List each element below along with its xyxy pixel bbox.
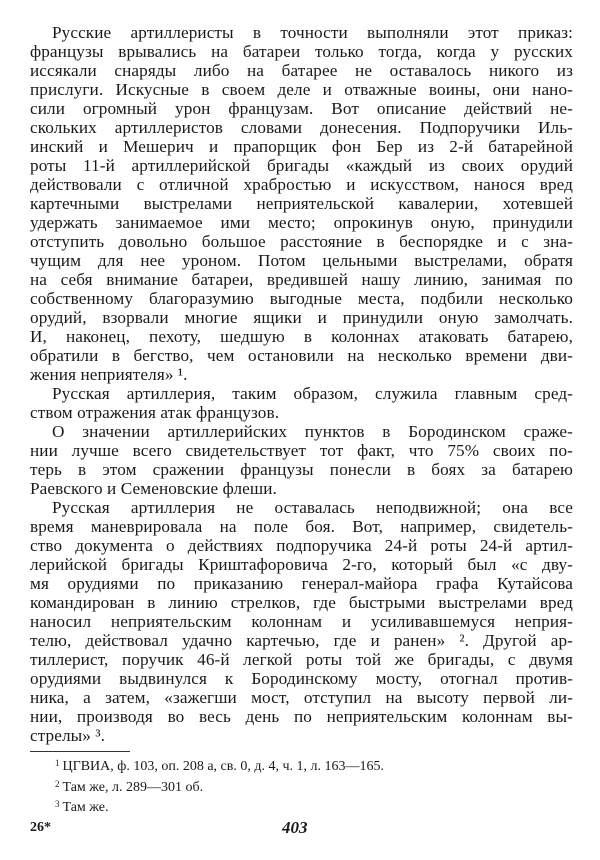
text-line: Русская артиллерия не оставалась неподвижной; она все <box>52 498 573 517</box>
text-line: орудий, взорвали многие ящики и принудили оную замолчать. <box>30 308 573 327</box>
body-text <box>30 23 573 745</box>
text-line: Раевского и Семеновские флеши. <box>30 479 277 498</box>
footnote <box>55 755 384 776</box>
paragraph <box>30 23 573 384</box>
paragraph <box>30 422 573 498</box>
text-line: телю, действовал удачно картечью, где и ранен» ². Другой ар- <box>30 631 573 650</box>
text-line: нии, производя во весь день по неприятельским колоннам вы- <box>30 707 573 726</box>
footnote-mark: 2 <box>55 778 60 789</box>
text-line: терь в этом сражении французы понесли в боях за батарею <box>30 460 573 479</box>
printer-signature-mark: 26* <box>30 820 51 835</box>
text-line: командирован в линию стрелков, где быстрыми выстрелами вред <box>30 593 573 612</box>
text-line: сили огромный урон французам. Вот описание действий не- <box>30 99 573 118</box>
text-line: стрелы» ³. <box>30 726 106 745</box>
text-line: нии лучше всего свидетельствует тот факт, что 75% своих по- <box>30 441 573 460</box>
text-line: инский и Мешерич и прапорщик фон Бер из 2-й батарейной <box>30 137 573 156</box>
text-line: обратили в бегство, чем остановили на несколько времени дви- <box>30 346 573 365</box>
text-line: картечными выстрелами неприятельской кавалерии, хотевшей <box>30 194 573 213</box>
footnotes <box>55 755 384 817</box>
text-line: действовали с отличной храбростью и искусством, нанося вред <box>30 175 573 194</box>
text-line: ство документа о действиях подпоручика 24-й роты 24-й артил- <box>30 536 573 555</box>
footnote-text: Там же, л. 289—301 об. <box>62 779 204 795</box>
text-line: Русские артиллеристы в точности выполняли этот приказ: <box>52 23 573 42</box>
text-line: ством отражения атак французов. <box>30 403 280 422</box>
footnote-divider <box>30 751 130 752</box>
text-line: удержать занимаемое ими место; опрокинув оную, принудили <box>30 213 573 232</box>
text-line: время маневрировала на поле боя. Вот, например, свидетель- <box>30 517 573 536</box>
text-line: тиллерист, поручик 46-й легкой роты той же бригады, с двумя <box>30 650 573 669</box>
text-line: роты 11-й артиллерийской бригады «каждый из своих орудий <box>30 156 573 175</box>
paragraph <box>30 498 573 745</box>
text-line: скольких артиллеристов словами донесения. Подпоручики Иль- <box>30 118 573 137</box>
text-line: французы врывались на батареи только тогда, когда у русских <box>30 42 573 61</box>
paragraph <box>30 384 573 422</box>
text-line: иссякали снаряды либо на батарее не оставалось никого из <box>30 61 573 80</box>
text-line: чущим для нее уроном. Потом цельными выстрелами, обратя <box>30 251 573 270</box>
footnote <box>55 776 384 797</box>
footnote-text: ЦГВИА, ф. 103, оп. 208 а, св. 0, д. 4, ч. 1, л. 163—165. <box>62 759 385 774</box>
footnote-mark: 3 <box>55 799 60 809</box>
text-line: на себя внимание батареи, вредившей нашу линию, занимая по <box>30 270 573 289</box>
text-line: О значении артиллерийских пунктов в Бородинском сраже- <box>52 422 573 441</box>
text-line: мя орудиями по приказанию генерал-майора графа Кутайсова <box>30 574 573 593</box>
text-line: лерийской бригады Криштафоровича 2-го, который был «с дву- <box>30 555 573 574</box>
text-line: отступить довольно большое расстояние в беспорядке и с зна- <box>30 232 573 251</box>
page-number: 403 <box>282 818 308 837</box>
text-line: наносил неприятельским колоннам и усиливавшемуся неприя- <box>30 612 573 631</box>
text-line: собственному благоразумию выгодные места, подбили несколько <box>30 289 573 308</box>
footnote <box>55 796 384 817</box>
footnote-mark: 1 <box>55 758 60 768</box>
text-line: ника, а затем, «зажегши мост, отступил на высоту первой ли- <box>30 688 573 707</box>
footnote-text: Там же. <box>62 800 109 815</box>
text-line: орудиями выдвинулся к Бородинскому мосту, отогнал против- <box>30 669 573 688</box>
text-line: жения неприятеля» ¹. <box>30 365 188 384</box>
text-line: прислуги. Искусные в своем деле и отважные воины, они нано- <box>30 80 573 99</box>
text-line: Русская артиллерия, таким образом, служила главным сред- <box>52 384 573 403</box>
text-line: И, наконец, пехоту, шедшую в колоннах атаковать батарею, <box>30 327 573 346</box>
